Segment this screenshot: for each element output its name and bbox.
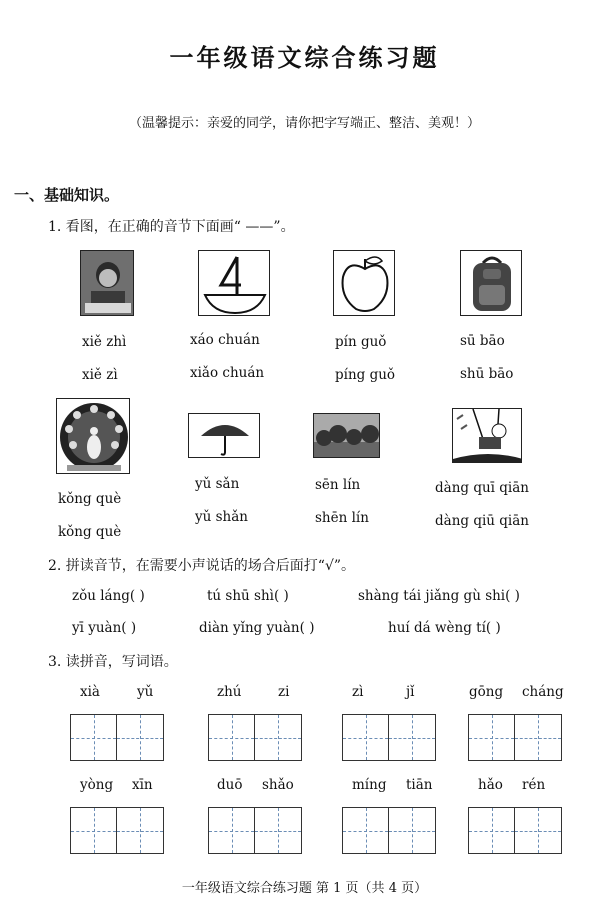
umbrella-icon bbox=[188, 413, 260, 458]
section-heading: 一、基础知识。 bbox=[14, 186, 120, 204]
q1-option-b: píng guǒ bbox=[335, 367, 396, 383]
q1-option-a: dàng quī qiān bbox=[435, 480, 529, 496]
q3-pinyin: zi bbox=[278, 684, 290, 700]
q3-pinyin: duō bbox=[217, 777, 243, 793]
q2-item: zǒu láng( ) bbox=[72, 588, 145, 604]
q2-item: huí dá wèng tí( ) bbox=[388, 620, 501, 636]
apple-icon bbox=[333, 250, 395, 316]
q1-option-a: kǒng què bbox=[58, 491, 122, 507]
q1-option-a: pín guǒ bbox=[335, 334, 387, 350]
forest-icon bbox=[313, 413, 380, 458]
swing-icon bbox=[452, 408, 522, 463]
q1-option-b: kǒng què bbox=[58, 524, 122, 540]
q1-option-b: yǔ shǎn bbox=[195, 509, 248, 525]
q2-item: yī yuàn( ) bbox=[72, 620, 137, 636]
writing-grid[interactable] bbox=[208, 807, 302, 854]
q1-prompt: 1. 看图，在正确的音节下面画“ ——”。 bbox=[48, 219, 295, 235]
boy-writing-icon bbox=[80, 250, 134, 316]
q2-prompt: 2. 拼读音节，在需要小声说话的场合后面打“√”。 bbox=[48, 558, 356, 574]
sailboat-icon bbox=[198, 250, 270, 316]
q3-pinyin: yǔ bbox=[137, 684, 154, 700]
page-footer: 一年级语文综合练习题 第 1 页（共 4 页） bbox=[181, 881, 428, 896]
writing-grid[interactable] bbox=[70, 807, 164, 854]
q1-option-a: xáo chuán bbox=[190, 332, 260, 348]
q1-option-b: shū bāo bbox=[460, 366, 514, 382]
q3-pinyin: rén bbox=[522, 777, 546, 793]
q3-pinyin: gōng bbox=[469, 684, 504, 700]
writing-grid[interactable] bbox=[468, 714, 562, 761]
page-title: 一年级语文综合练习题 bbox=[169, 43, 440, 72]
backpack-icon bbox=[460, 250, 522, 316]
q3-pinyin: zhú bbox=[217, 684, 242, 700]
q3-pinyin: xià bbox=[80, 684, 100, 700]
q3-pinyin: tiān bbox=[406, 777, 433, 793]
tip-text: （温馨提示：亲爱的同学，请你把字写端正、整洁、美观！） bbox=[128, 116, 480, 131]
q3-pinyin: shǎo bbox=[262, 777, 294, 793]
q1-option-b: xiě zì bbox=[82, 367, 118, 383]
q3-prompt: 3. 读拼音，写词语。 bbox=[48, 654, 178, 670]
q3-pinyin: hǎo bbox=[478, 777, 503, 793]
q2-item: shàng tái jiǎng gù shi( ) bbox=[358, 588, 520, 604]
q1-option-b: shēn lín bbox=[315, 510, 369, 526]
q2-item: tú shū shì( ) bbox=[207, 588, 289, 604]
q3-pinyin: xīn bbox=[132, 777, 153, 793]
q1-option-a: yǔ sǎn bbox=[195, 476, 240, 492]
q1-option-a: xiě zhì bbox=[82, 334, 127, 350]
writing-grid[interactable] bbox=[468, 807, 562, 854]
q1-option-b: dàng qiū qiān bbox=[435, 513, 529, 529]
q3-pinyin: cháng bbox=[522, 684, 564, 700]
peacock-icon bbox=[56, 398, 130, 474]
q1-option-a: sēn lín bbox=[315, 477, 361, 493]
q3-pinyin: yòng bbox=[80, 777, 114, 793]
q1-option-a: sū bāo bbox=[460, 333, 505, 349]
q3-pinyin: jǐ bbox=[406, 684, 415, 700]
writing-grid[interactable] bbox=[342, 807, 436, 854]
writing-grid[interactable] bbox=[70, 714, 164, 761]
writing-grid[interactable] bbox=[342, 714, 436, 761]
q3-pinyin: míng bbox=[352, 777, 387, 793]
q2-item: diàn yǐng yuàn( ) bbox=[199, 620, 315, 636]
q3-pinyin: zì bbox=[352, 684, 364, 700]
q1-option-b: xiǎo chuán bbox=[190, 365, 265, 381]
writing-grid[interactable] bbox=[208, 714, 302, 761]
